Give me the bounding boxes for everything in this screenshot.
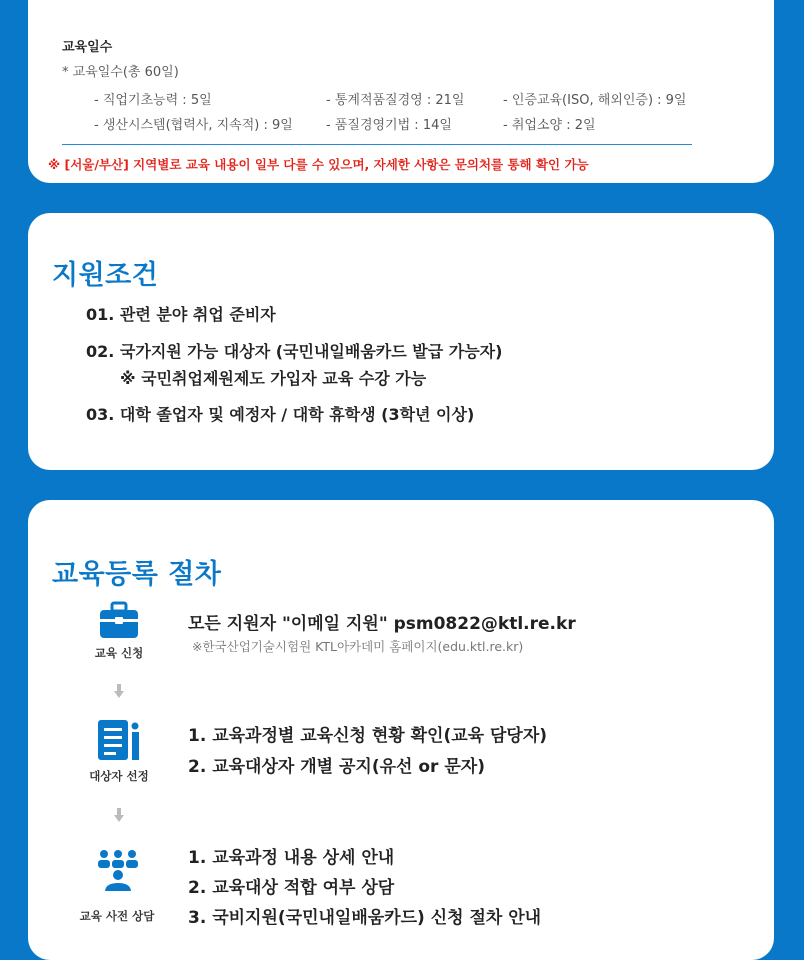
step-apply-subtext: ※한국산업기술시험원 KTL아카데미 홈페이지(edu.ktl.re.kr) (192, 639, 524, 654)
section-divider (62, 144, 692, 145)
education-item: - 인증교육(ISO, 해외인증) : 9일 (503, 93, 687, 108)
education-item: - 직업기초능력 : 5일 (94, 93, 212, 108)
step-label-apply: 교육 신청 (94, 646, 144, 660)
step-label-consult: 교육 사전 상담 (79, 909, 155, 923)
arrow-down-icon (114, 808, 124, 822)
step-consult-line: 1. 교육과정 내용 상세 안내 (188, 848, 395, 868)
education-item: - 생산시스템(협력사, 지속적) : 9일 (94, 118, 293, 133)
briefcase-icon (97, 600, 141, 644)
document-pen-icon (96, 718, 140, 762)
regional-notice: ※ [서울/부산] 지역별로 교육 내용이 일부 다를 수 있으며, 자세한 사항은 문의처를 통해 확인 가능 (48, 157, 589, 172)
education-item: - 품질경영기법 : 14일 (326, 118, 452, 133)
education-days-title: 교육일수 (62, 40, 113, 55)
step-selection-line: 1. 교육과정별 교육신청 현황 확인(교육 담당자) (188, 726, 548, 746)
procedure-title: 교육등록 절차 (52, 559, 222, 590)
step-selection-line: 2. 교육대상자 개별 공지(유선 or 문자) (188, 757, 485, 777)
condition-item: 02. 국가지원 가능 대상자 (국민내일배움카드 발급 가능자) (86, 342, 503, 361)
arrow-down-icon (114, 684, 124, 698)
condition-note: ※ 국민취업제원제도 가입자 교육 수강 가능 (120, 369, 427, 388)
step-apply-text: 모든 지원자 "이메일 지원" psm0822@ktl.re.kr (188, 614, 576, 634)
condition-item: 01. 관련 분야 취업 준비자 (86, 305, 276, 324)
education-item: - 취업소양 : 2일 (503, 118, 596, 133)
step-label-selection: 대상자 선정 (89, 769, 149, 783)
education-days-total: * 교육일수(총 60일) (62, 65, 179, 80)
education-item: - 통계적품질경영 : 21일 (326, 93, 465, 108)
condition-item: 03. 대학 졸업자 및 예정자 / 대학 휴학생 (3학년 이상) (86, 405, 475, 424)
step-consult-line: 2. 교육대상 적합 여부 상담 (188, 878, 395, 898)
group-consult-icon (96, 848, 140, 892)
conditions-title: 지원조건 (52, 260, 159, 291)
step-consult-line: 3. 국비지원(국민내일배움카드) 신청 절차 안내 (188, 908, 542, 928)
